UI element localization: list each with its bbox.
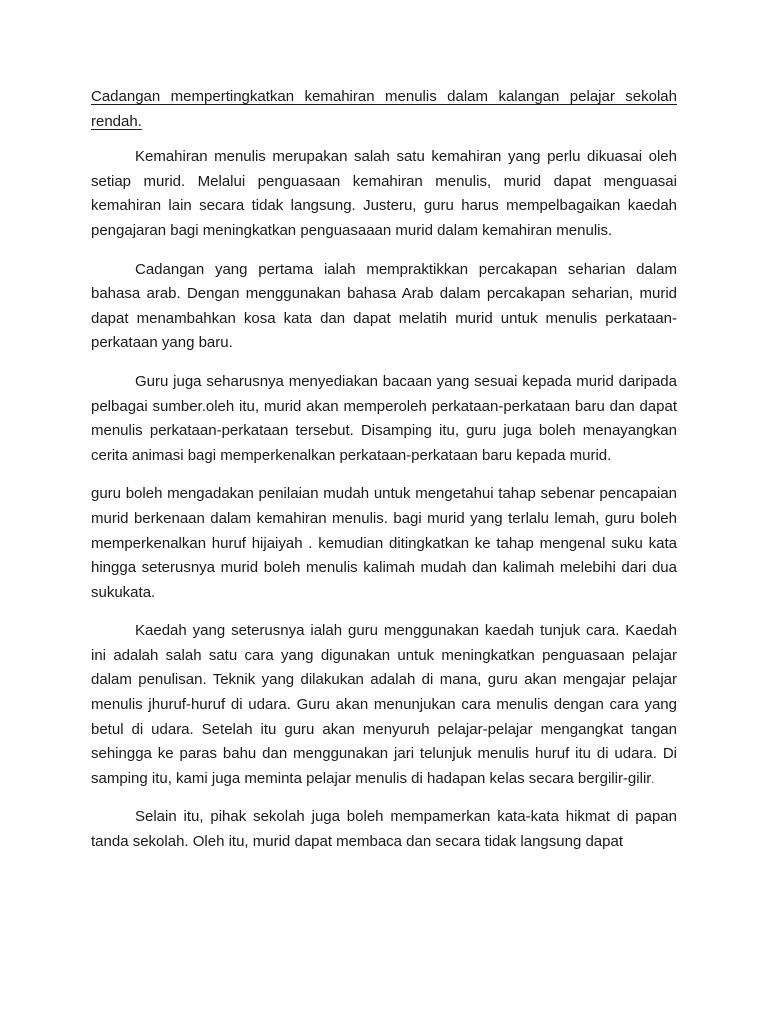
paragraph-demonstration-method xyxy=(91,619,677,791)
paragraph-intro: Kemahiran menulis merupakan salah satu kemahiran yang perlu dikuasai oleh setiap murid. Melalui penguasaan kemahiran menulis, murid dapat menguasai kemahiran lain secara tidak langsung. Justeru, guru harus mempelbagaikan kaedah pengajaran bagi meningkatkan penguasaaan murid dalam kemahiran menulis. xyxy=(91,148,677,239)
document-title: Cadangan mempertingkatkan kemahiran menulis dalam kalangan pelajar sekolah rendah. xyxy=(91,88,677,130)
paragraph-reading-materials: Guru juga seharusnya menyediakan bacaan yang sesuai kepada murid daripada pelbagai sumber.oleh itu, murid akan memperoleh perkataan-perkataan baru dan dapat menulis perkataan-perkataan tersebut. Disamping itu, guru juga boleh menayangkan cerita animasi bagi memperkenalkan perkataan-perkataan baru kepada murid. xyxy=(91,372,677,464)
paragraph-demonstration-text: Kaedah yang seterusnya ialah guru menggunakan kaedah tunjuk cara. Kaedah ini adalah salah satu cara yang digunakan untuk meningkatkan penguasaan pelajar dalam penulisan. Teknik yang dilakukan adalah di mana, guru akan mengajar pelajar menulis jhuruf-huruf di udara. Guru akan menunjukan cara menulis dengan cara yang betul di udara. Setelah itu guru akan menyuruh pelajar-pelajar mengangkat tangan sehingga ke paras bahu dan menggunakan jari telunjuk menulis huruf itu di udara. Di samping itu, kami juga meminta pelajar menulis di hadapan kelas secara bergilir-gilir xyxy=(91,622,677,787)
paragraph-assessment: guru boleh mengadakan penilaian mudah untuk mengetahui tahap sebenar pencapaian murid berkenaan dalam kemahiran menulis. bagi murid yang terlalu lemah, guru boleh memperkenalkan huruf hijaiyah . kemudian ditingkatkan ke tahap mengenal suku kata hingga seterusnya murid boleh menulis kalimah mudah dan kalimah melebihi dari dua sukukata. xyxy=(91,485,677,601)
trailing-mark: . xyxy=(650,769,655,787)
paragraph-first-suggestion: Cadangan yang pertama ialah mempraktikkan percakapan seharian dalam bahasa arab. Dengan menggunakan bahasa Arab dalam percakapan seharian, murid dapat menambahkan kosa kata dan dapat melatih murid untuk menulis perkataan-perkataan yang baru. xyxy=(91,260,677,352)
paragraph-school-display: Selain itu, pihak sekolah juga boleh mempamerkan kata-kata hikmat di papan tanda sekolah. Oleh itu, murid dapat membaca dan secara tidak langsung dapat xyxy=(91,808,677,851)
document-page xyxy=(91,85,677,869)
